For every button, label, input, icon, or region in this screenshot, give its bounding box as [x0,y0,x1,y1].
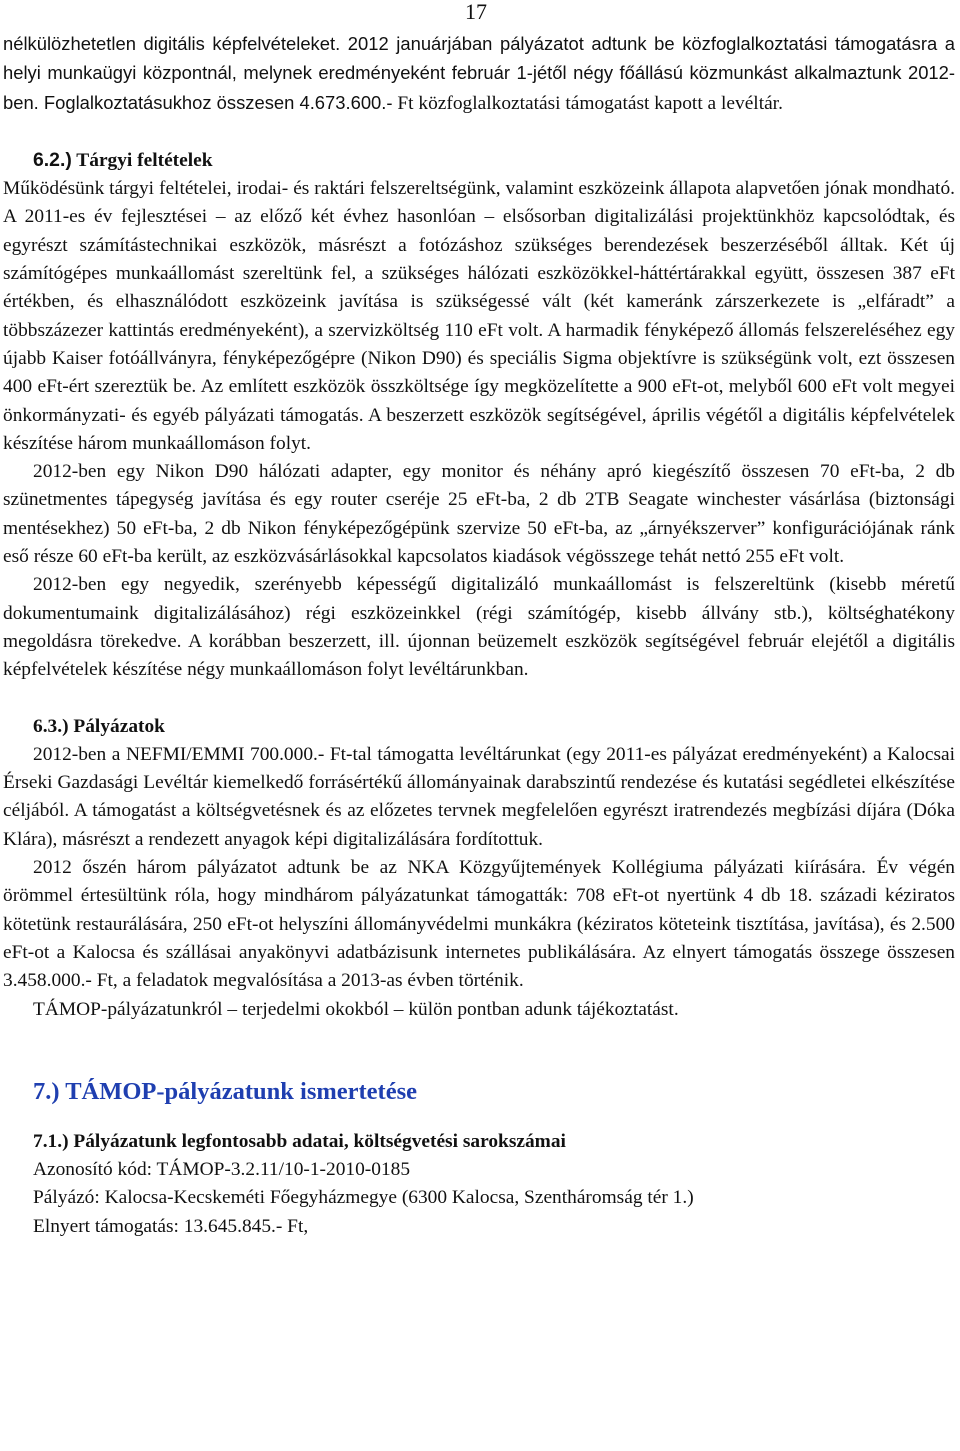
section-title: Pályázatunk legfontosabb adatai, költségvetési sarokszámai [68,1130,566,1152]
intro-text-sans: nélkülözhetetlen digitális képfelvételeket. 2012 januárjában pályázatot adtunk be közfoglalkoztatási támogatásra a helyi munkaügyi központnál, melynek eredményeként február 1-jétől négy főállású közmunkást alkalmaztunk 2012-ben. Foglalkoztatásukhoz összesen 4.673.600.- [3,33,955,113]
section-heading-7-1 [3,1128,955,1156]
intro-text-tail: Ft közfoglalkoztatási támogatást kapott a levéltár. [392,92,783,114]
section-number: 7.1.) [33,1130,69,1152]
project-id-line: Azonosító kód: TÁMOP-3.2.11/10-1-2010-0185 [33,1159,411,1181]
grant-amount-line: Elnyert támogatás: 13.645.845.- Ft, [33,1215,309,1237]
intro-paragraph [3,30,955,118]
section-title: Pályázatok [68,715,165,737]
paragraph-6-2-1: Működésünk tárgyi feltételei, irodai- és raktári felszereltségünk, valamint eszközeink állapota alapvetően jónak mondható. A 2011-es év fejlesztései – az előző két évhez hasonlóan – elsősorban digitalizálási projektünkhöz kapcsolódtak, és egyrészt számítástechnikai eszközök, másrészt a fotózáshoz szükséges berendezések beszerzéséből álltak. Két új számítógépes munkaállomást szereltünk fel, a szükséges hálózati eszközökkel-háttértárakkal együtt, összesen 387 eFt értékben, és elhasználódott eszközeink javítása is szükségessé vált (két kameránk zárszerkezete is „elfáradt” a többszázezer kattintás eredményeként), a szervizköltség 110 eFt volt. A harmadik fényképező állomás felszereléséhez egy újabb Kaiser fotóállványra, fényképezőgépre (Nikon D90) és speciális Sigma objektívre is szükségünk volt, ezt összesen 400 eFt-ért szereztük be. Az említett eszközök összköltsége így megközelítette a 900 eFt-ot, melyből 600 eFt volt megyei önkormányzati- és egyéb pályázati támogatás. A beszerzett eszközök segítségével, április végétől a digitális képfelvételek készítése három munkaállomáson folyt. [3,178,955,454]
section-number: 6.2.) [33,148,72,171]
applicant-line: Pályázó: Kalocsa-Kecskeméti Főegyházmegye (6300 Kalocsa, Szentháromság tér 1.) [33,1187,694,1209]
chapter-heading-7: 7.) TÁMOP-pályázatunk ismertetése [33,1077,417,1105]
section-title: Tárgyi feltételek [71,149,213,171]
section-heading-6-3 [3,713,955,741]
paragraph-6-3-1: 2012-ben a NEFMI/EMMI 700.000.- Ft-tal támogatta levéltárunkat (egy 2011-es pályázat eredményeként) a Kalocsai Érseki Gazdasági Levéltár kiemelkedő forrásértékű állományainak darabszintű rendezése és kutatási segédletei elkészítése céljából. A támogatást a költségvetésnek és az előzetes tervnek megfelelően egyrészt iratrendezés megbízási díjára (Dóka Klára), másrészt a rendezett anyagok képi digitalizálására fordítottuk. [3,743,955,850]
document-body [3,30,955,1241]
spacer [3,1108,955,1128]
paragraph-6-3-3: TÁMOP-pályázatunkról – terjedelmi okokból – külön pontban adunk tájékoztatást. [33,998,679,1020]
page-number: 17 [465,0,487,24]
spacer [3,1024,955,1076]
spacer [3,118,955,146]
project-data-list [3,1156,955,1241]
section-number: 6.3.) [33,715,69,737]
paragraph-6-2-2: 2012-ben egy Nikon D90 hálózati adapter, egy monitor és néhány apró kiegészítő összesen 70 eFt-ba, 2 db szünetmentes tápegység javítása és egy router cseréje 25 eFt-ba, 2 db 2TB Seagate winchester vásárlása (biztonsági mentésekhez) 50 eFt-ba, 2 db Nikon fényképezőgépünk szervize 50 eFt-ba, az „árnyékszerver” konfigurációjának ránk eső része 60 eFt-ba került, az eszközvásárlásokkal kapcsolatos kiadások végösszege tehát nettó 255 eFt volt. [3,461,955,568]
paragraph-6-3-2: 2012 őszén három pályázatot adtunk be az NKA Közgyűjtemények Kollégiuma pályázati kiírására. Év végén örömmel értesültünk róla, hogy mindhárom pályázatunkat támogatták: 708 eFt-ot nyertünk 4 db 18. századi kéziratos kötetünk restaurálására, 250 eFt-ot helyszíni állományvédelmi munkákra (kéziratos köteteink tisztítása, javítása), és 2.500 eFt-ot a Kalocsa és szállásai anyakönyvi adatbázisunk internetes publikálására. Az elnyert támogatás összege összesen 3.458.000.- Ft, a feladatok megvalósítása a 2013-as évben történik. [3,857,955,992]
section-heading-6-2 [3,146,955,175]
spacer [3,685,955,713]
paragraph-6-2-3: 2012-ben egy negyedik, szerényebb képességű digitalizáló munkaállomást is felszereltünk (kisebb méretű dokumentumaink digitalizálásához) régi eszközeinkkel (régi számítógép, kisebb állvány stb.), költséghatékony megoldásra törekedve. A korábban beszerzett, ill. újonnan beüzemelt eszközök segítségével február elejétől a digitális képfelvételek készítése négy munkaállomáson folyt levéltárunkban. [3,574,955,681]
